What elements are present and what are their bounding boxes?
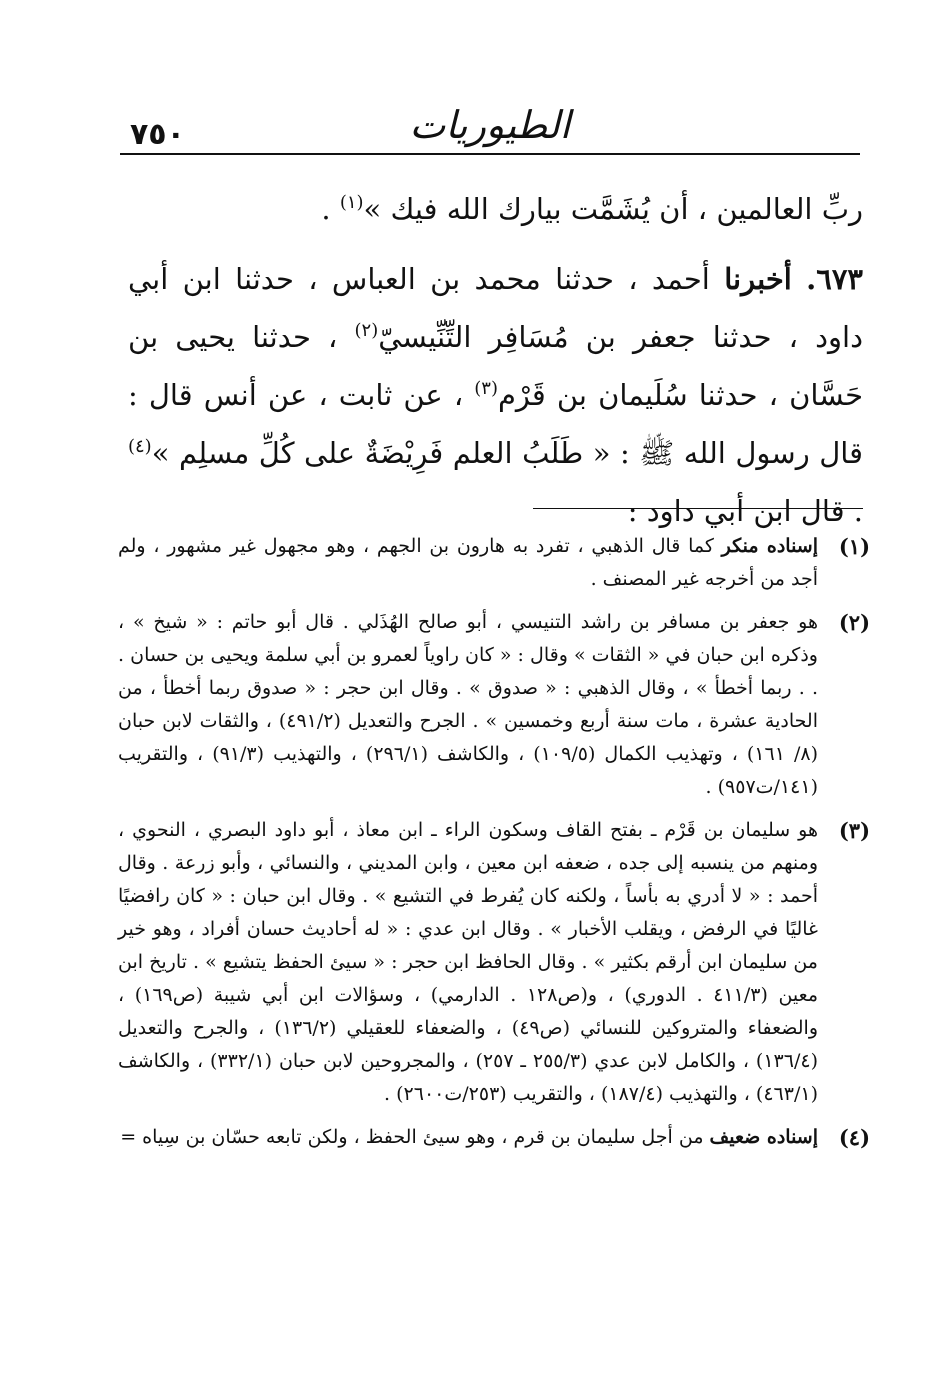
footnote-lead: إسناده ضعيف [709, 1126, 818, 1148]
header-rule [120, 153, 860, 155]
matn-text: ، عن ثابت ، عن أنس قال : قال رسول الله ﷺ : « طَلَبُ العلم فَرِيْضَةٌ على كُلِّ مسلِم » [128, 378, 863, 470]
footnote [118, 814, 870, 1111]
footnote-ref[interactable]: (٢) [354, 320, 379, 342]
footnote-ref[interactable]: (١) [339, 192, 364, 214]
page-number: ٧٥٠ [130, 117, 185, 152]
footnote-ref[interactable]: (٣) [474, 378, 498, 400]
footnote-rule [533, 508, 863, 509]
footnote [118, 1121, 870, 1154]
footnote-number: (٢) [838, 610, 870, 635]
footnote-number: (٤) [838, 1125, 870, 1150]
footnote-lead: إسناده منكر [721, 535, 819, 557]
isnad-text: ، حدثنا يحيى بن حَسَّان ، حدثنا سُلَيمان بن قَرْم [128, 320, 863, 412]
footnotes [118, 530, 870, 1164]
running-title: الطيوريات [409, 103, 571, 147]
paragraph-text: ربِّ العالمين ، أن يُشَمَّت بيارك الله فيك » [363, 192, 863, 226]
footnote-text: كما قال الذهبي ، تفرد به هارون بن الجهم ، وهو مجهول غير مشهور ، ولم أجد من أخرجه غير المصنف . [118, 535, 818, 590]
footnote-ref[interactable]: (٤) [128, 436, 152, 458]
isnad-text: أحمد ، حدثنا محمد بن العباس ، حدثنا ابن أبي داود ، حدثنا جعفر بن مُسَافِر التِّنِّيسيّ [128, 262, 863, 354]
footnote-text: هو سليمان بن قَرْم ـ بفتح القاف وسكون الراء ـ ابن معاذ ، أبو داود البصري ، النحوي ، ومنهم من ينسبه إلى جده ، ضعفه ابن معين ، وابن المديني ، والنسائي ، وأبو زرعة . وقال أحمد : « لا أدري به بأساً ، ولكنه كان يُفرط في التشيع » . وقال ابن حبان : « كان رافضيًا غاليًا في الرفض ، ويقلب الأخبار » . وقال ابن عدي : « له أحاديث حسان أفراد ، وهو خير من سليمان ابن أرقم بكثير » . وقال الحافظ ابن حجر : « سيئ الحفظ يتشيع » . تاريخ ابن معين (٤١١/٣ . الدوري) ، و(ص١٢٨ . الدارمي) ، وسؤالات ابن أبي شيبة (ص١٦٩) ، والضعفاء والمتروكين للنسائي (ص٤٩) ، والضعفاء للعقيلي (١٣٦/٢) ، والجرح والتعديل (١٣٦/٤) ، والكامل لابن عدي (٢٥٥/٣ ـ ٢٥٧) ، والمجروحين لابن حبان (٣٣٢/١) ، والكاشف (٤٦٣/١) ، والتهذيب (١٨٧/٤) ، والتقريب (٢٥٣/ت٢٦٠٠) . [118, 819, 818, 1105]
footnote [118, 606, 870, 804]
footnote-number: (١) [838, 534, 870, 559]
footnote [118, 530, 870, 596]
closing-text: . قال ابن أبي داود : [627, 494, 863, 528]
paragraph-end: . [321, 192, 340, 226]
footnote-number: (٣) [838, 818, 870, 843]
footnote-text: من أجل سليمان بن قرم ، وهو سيئ الحفظ ، ولكن تابعه حسّان بن سِياه = [120, 1126, 710, 1148]
footnote-text: هو جعفر بن مسافر بن راشد التنيسي ، أبو صالح الهُذَلي . قال أبو حاتم : « شيخ » ، وذكره ابن حبان في « الثقات » وقال : « كان راوياً لعمرو بن أبي سلمة ويحيى بن حسان . . . ربما أخطأ » ، وقال الذهبي : « صدوق » . وقال ابن حجر : « صدوق ربما أخطأ ، من الحادية عشرة ، مات سنة أربع وخمسين » . الجرح والتعديل (٤٩١/٢) ، والثقات لابن حبان (٨/ ١٦١) ، وتهذيب الكمال (١٠٩/٥) ، والكاشف (٢٩٦/١) ، والتهذيب (٩١/٣) ، والتقريب (١٤١/ت٩٥٧) . [118, 611, 818, 798]
hadith-paragraph [128, 250, 863, 540]
page-header [120, 95, 860, 157]
akhbarana-word: أخبرنا [724, 262, 792, 296]
paragraph-continuation [128, 180, 863, 238]
main-text [128, 180, 863, 540]
hadith-number: ٦٧٣. [806, 262, 863, 296]
